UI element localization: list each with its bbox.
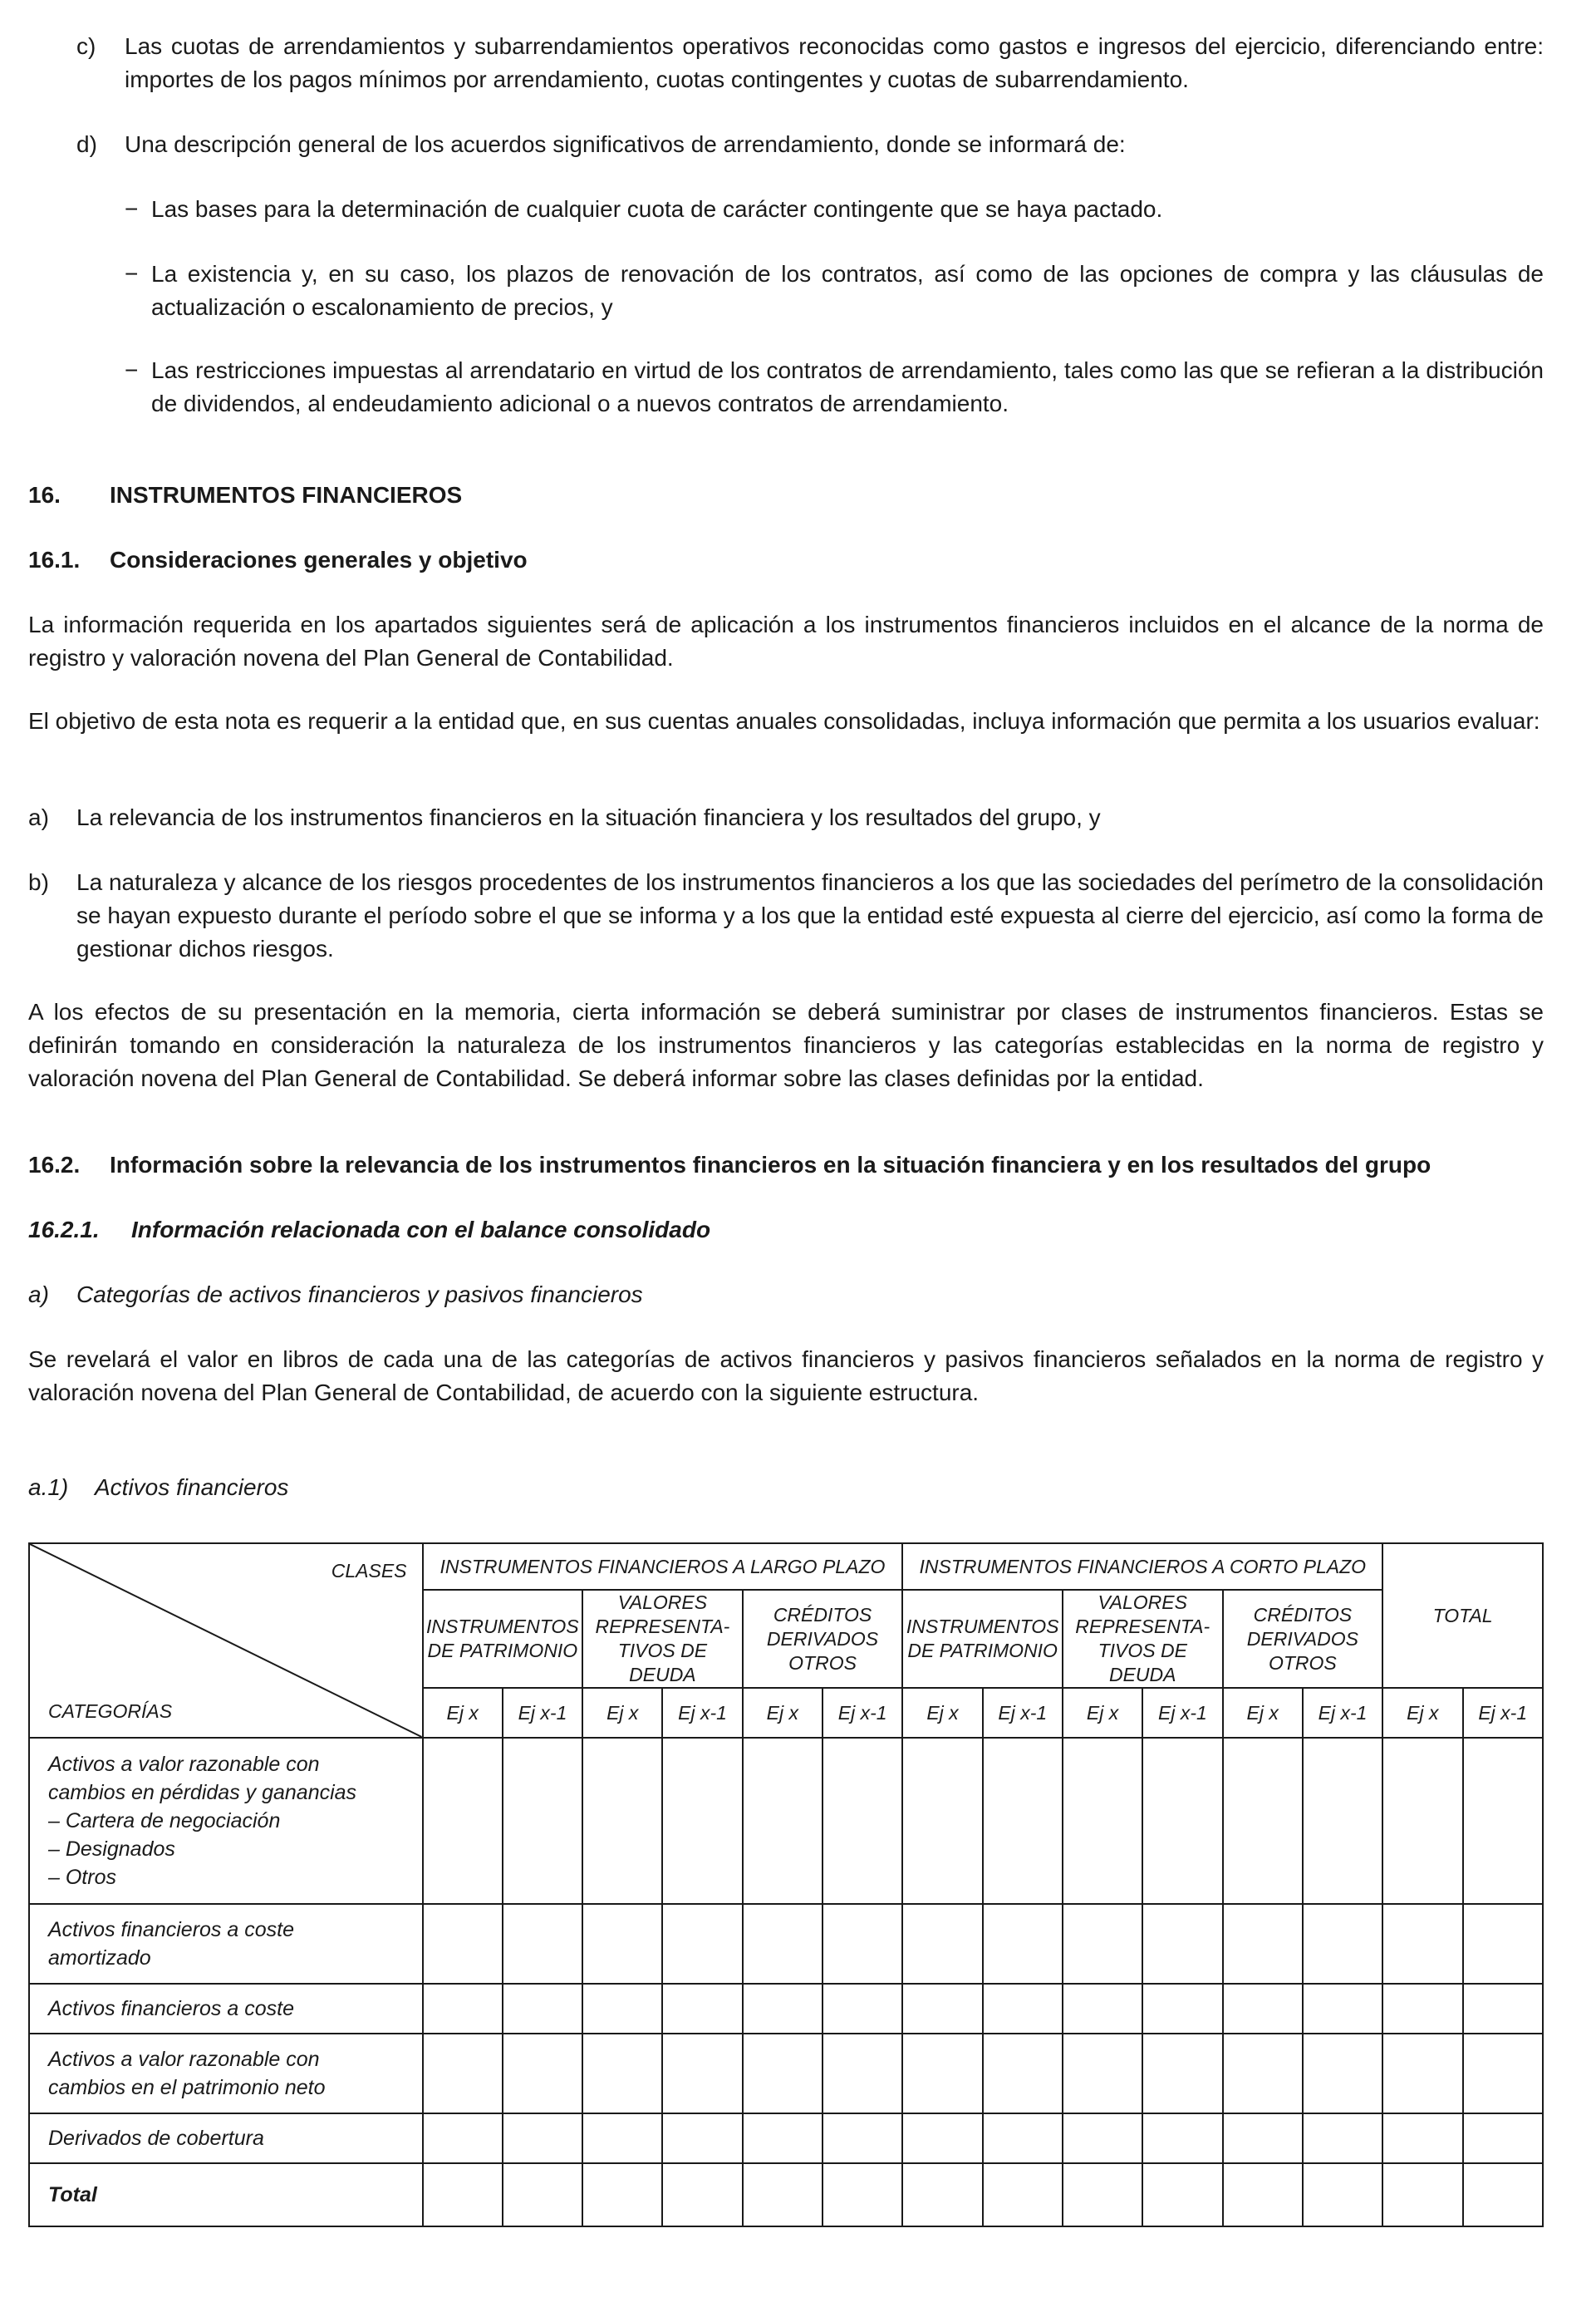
table-cell [902,1984,982,2034]
header-line: INSTRUMENTOS [426,1616,579,1637]
table-cell [1382,1904,1462,1984]
table-cell [743,2163,823,2226]
paragraph-objective: El objetivo de esta nota es requerir a la entidad que, en sus cuentas anuales consolidadas, incluya información que permita a los usuarios evaluar: [28,708,1540,734]
year-header: Ej x [743,1688,823,1738]
row-label-line: – Otros [48,1866,116,1889]
row-label-line: – Cartera de negociación [48,1809,281,1832]
table-row [29,2034,1543,2113]
section-16-1-heading [28,544,1544,577]
table-row [29,1984,1543,2034]
header-line: OTROS [1268,1651,1337,1674]
header-line: OTROS [788,1651,857,1674]
header-line: CRÉDITOS [773,1603,872,1626]
subheading-text: Categorías de activos financieros y pasivos financieros [76,1281,643,1307]
table-cell [743,2034,823,2113]
item-text: La naturaleza y alcance de los riesgos procedentes de los instrumentos financieros a los que las sociedades del perímetro de la consolidación se hayan expuesto durante el período sobre el que se informa y a los que la entidad esté expuesta al cierre del ejercicio, así como la forma de gestionar dichos riesgos. [76,869,1544,962]
sub-header-valores-cp [1063,1590,1223,1688]
year-header: Ej x [902,1688,982,1738]
sub-header-valores-lp [582,1590,743,1688]
row-label-line: Activos a valor razonable con [48,1753,320,1776]
table-cell [662,2113,742,2163]
item-text: Una descripción general de los acuerdos significativos de arrendamiento, donde se informará de: [125,131,1126,157]
table-cell [1382,2113,1462,2163]
table-cell [1382,1984,1462,2034]
sub-header-patrimonio-lp [423,1590,583,1688]
subheading-label: a.1) [28,1474,69,1500]
table-cell [1142,1984,1222,2034]
header-line: TIVOS DE DEUDA [617,1640,708,1685]
row-label [29,2163,423,2226]
group-header-total: TOTAL [1382,1543,1543,1688]
table-cell [662,1904,742,1984]
table-cell [582,1738,662,1904]
row-label-line: Activos financieros a coste [48,1918,294,1941]
table-cell [503,2163,582,2226]
table-cell [1223,2163,1303,2226]
table-cell [582,2034,662,2113]
table-cell [983,1738,1063,1904]
sub-header-creditos-lp [743,1590,903,1688]
group-header-largo-plazo: INSTRUMENTOS FINANCIEROS A LARGO PLAZO [423,1543,903,1590]
row-label [29,1984,423,2034]
year-header: Ej x [1382,1688,1462,1738]
subheading-a [28,1278,1544,1311]
year-header: Ej x-1 [983,1688,1063,1738]
table-cell [1063,1984,1142,2034]
table-cell [1382,2034,1462,2113]
table-cell [423,2113,503,2163]
section-16-heading [28,479,1544,512]
table-cell [823,2113,902,2163]
table-cell [1142,2113,1222,2163]
table-cell [1463,2113,1544,2163]
row-label [29,1738,423,1904]
header-line: DE PATRIMONIO [427,1640,578,1661]
table-cell [662,2034,742,2113]
table-cell [902,1904,982,1984]
row-label-line: Derivados de cobertura [48,2127,264,2150]
header-line: CRÉDITOS [1253,1603,1353,1626]
year-header: Ej x-1 [503,1688,582,1738]
year-header: Ej x [1223,1688,1303,1738]
year-header: Ej x-1 [662,1688,742,1738]
financial-assets-table [28,1542,1544,2227]
row-label-line: – Designados [48,1837,175,1861]
table-cell [983,1904,1063,1984]
table-cell [823,2163,902,2226]
year-header: Ej x [1063,1688,1142,1738]
table-cell [902,1738,982,1904]
row-label [29,2034,423,2113]
section-number: 16.2. [28,1152,81,1178]
section-16-2-1-heading [28,1213,1544,1247]
section-title: Información relacionada con el balance consolidado [131,1217,711,1242]
header-line: REPRESENTA- [595,1616,730,1637]
table-cell [423,2163,503,2226]
table-cell [902,2113,982,2163]
row-label-line: cambios en pérdidas y ganancias [48,1781,357,1804]
dash-text: Las restricciones impuestas al arrendatario en virtud de los contratos de arrendamiento, tales como las que se refieran a la distribución de dividendos, al endeudamiento adicional o a nuevos contratos de arrendamiento. [151,357,1544,416]
paragraph-structure: Se revelará el valor en libros de cada una de las categorías de activos financieros y pasivos financieros señalados en la norma de registro y valoración novena del Plan General de Contabilidad, de acuerdo con la siguiente estructura. [28,1346,1544,1405]
section-title: Información sobre la relevancia de los instrumentos financieros en la situación financiera y en los resultados del grupo [110,1152,1431,1178]
table-row [29,2113,1543,2163]
item-text: La relevancia de los instrumentos financieros en la situación financiera y los resultados del grupo, y [76,804,1101,830]
header-line: INSTRUMENTOS [906,1616,1059,1637]
table-cell [743,1904,823,1984]
table-cell [1463,1904,1544,1984]
table-cell [503,2113,582,2163]
section-number: 16.2.1. [28,1217,100,1242]
table-cell [1142,2163,1222,2226]
table-cell [743,2113,823,2163]
dash-label: − [125,261,139,287]
paragraph-scope: La información requerida en los apartados siguientes será de aplicación a los instrumentos financieros incluidos en el alcance de la norma de registro y valoración novena del Plan General de Contabilidad. [28,612,1544,671]
table-cell [1463,2163,1544,2226]
sub-header-creditos-cp [1223,1590,1383,1688]
categorias-label: CATEGORÍAS [48,1700,173,1722]
table-cell [582,2163,662,2226]
table-cell [1463,1984,1544,2034]
table-cell [1303,1738,1382,1904]
header-line: DERIVADOS [766,1627,879,1650]
year-header: Ej x-1 [1142,1688,1222,1738]
dash-text: Las bases para la determinación de cualquier cuota de carácter contingente que se haya pactado. [151,196,1163,222]
table-cell [1063,2034,1142,2113]
table-cell [823,1738,902,1904]
table-cell [1463,1738,1544,1904]
item-text: Las cuotas de arrendamientos y subarrendamientos operativos reconocidas como gastos e ingresos del ejercicio, diferenciando entre: importes de los pagos mínimos por arrendamiento, cuotas contingentes y cuotas de subarrendamiento. [125,33,1544,92]
sub-header-patrimonio-cp [902,1590,1063,1688]
table-cell [1303,2034,1382,2113]
dash-item [28,258,1544,324]
table-row [29,1738,1543,1904]
table-cell [1142,2034,1222,2113]
year-header: Ej x-1 [823,1688,902,1738]
table-cell [1382,1738,1462,1904]
table-cell [582,1904,662,1984]
lease-item-c [28,30,1544,96]
section-title: Consideraciones generales y objetivo [110,547,528,573]
table-cell [423,1738,503,1904]
year-header: Ej x [582,1688,662,1738]
dash-item [28,354,1544,421]
table-cell [1223,2034,1303,2113]
section-number: 16.1. [28,547,81,573]
subheading-text: Activos financieros [95,1474,289,1500]
table-cell [1303,1984,1382,2034]
header-line: VALORES [617,1591,708,1613]
table-cell [662,1738,742,1904]
table-cell [1303,2113,1382,2163]
row-label-line: Total [48,2183,97,2206]
table-cell [503,1984,582,2034]
table-cell [983,2163,1063,2226]
year-header: Ej x-1 [1463,1688,1544,1738]
objective-item-a [28,801,1544,834]
table-cell [743,1984,823,2034]
table-cell [983,1984,1063,2034]
table-cell [1303,2163,1382,2226]
table-cell [902,2034,982,2113]
table-cell [983,2034,1063,2113]
subheading-label: a) [28,1281,49,1307]
table-cell [1303,1904,1382,1984]
dash-text: La existencia y, en su caso, los plazos de renovación de los contratos, así como de las opciones de compra y las cláusulas de actualización o escalonamiento de precios, y [151,261,1544,320]
table-cell [823,1984,902,2034]
table-corner [29,1543,423,1738]
row-label-line: Activos financieros a coste [48,1997,294,2020]
table-cell [503,1904,582,1984]
item-label: b) [28,869,49,895]
table-cell [1063,1738,1142,1904]
table-cell [582,2113,662,2163]
table-cell [1142,1738,1222,1904]
table-cell [1382,2163,1462,2226]
table-cell [823,1904,902,1984]
table-cell [1223,1984,1303,2034]
table-cell [902,2163,982,2226]
dash-label: − [125,196,139,222]
table-cell [503,1738,582,1904]
table-cell [1063,1904,1142,1984]
table-cell [503,2034,582,2113]
row-label-line: amortizado [48,1946,151,1970]
table-cell [423,1984,503,2034]
header-line: VALORES [1098,1591,1187,1613]
group-header-corto-plazo: INSTRUMENTOS FINANCIEROS A CORTO PLAZO [902,1543,1382,1590]
table-cell [423,2034,503,2113]
header-line: REPRESENTA- [1075,1616,1211,1637]
table-cell [1063,2113,1142,2163]
table-row [29,1904,1543,1984]
table-cell [743,1738,823,1904]
header-line: DE PATRIMONIO [907,1640,1058,1661]
header-line: TIVOS DE DEUDA [1098,1640,1187,1685]
table-cell [1142,1904,1222,1984]
table-cell [1223,1904,1303,1984]
row-label-line: Activos a valor razonable con [48,2048,320,2071]
section-title: INSTRUMENTOS FINANCIEROS [110,482,463,508]
year-header: Ej x [423,1688,503,1738]
table-cell [582,1984,662,2034]
dash-label: − [125,357,139,383]
table-cell [662,2163,742,2226]
clases-label: CLASES [331,1560,407,1581]
dash-item [28,193,1544,226]
header-line: DERIVADOS [1246,1627,1358,1650]
paragraph-classes: A los efectos de su presentación en la memoria, cierta información se deberá suministrar por clases de instrumentos financieros. Estas se definirán tomando en consideración la naturaleza de los instrumentos financieros y las categorías establecidas en la norma de registro y valoración novena del Plan General de Contabilidad. Se deberá informar sobre las clases definidas por la entidad. [28,999,1544,1091]
row-label [29,1904,423,1984]
subheading-a1 [28,1471,1544,1504]
row-label-line: cambios en el patrimonio neto [48,2076,326,2099]
table-cell [1223,2113,1303,2163]
section-16-2-heading [28,1149,1544,1182]
objective-item-b [28,866,1544,966]
table-cell [1223,1738,1303,1904]
year-header: Ej x-1 [1303,1688,1382,1738]
table-cell [823,2034,902,2113]
table-cell [1463,2034,1544,2113]
table-row-total [29,2163,1543,2226]
item-label: c) [76,33,96,59]
table-cell [983,2113,1063,2163]
row-label [29,2113,423,2163]
table-cell [1063,2163,1142,2226]
table-cell [423,1904,503,1984]
table-cell [662,1984,742,2034]
section-number: 16. [28,482,61,508]
lease-item-d [28,128,1544,161]
item-label: a) [28,804,49,830]
item-label: d) [76,131,97,157]
